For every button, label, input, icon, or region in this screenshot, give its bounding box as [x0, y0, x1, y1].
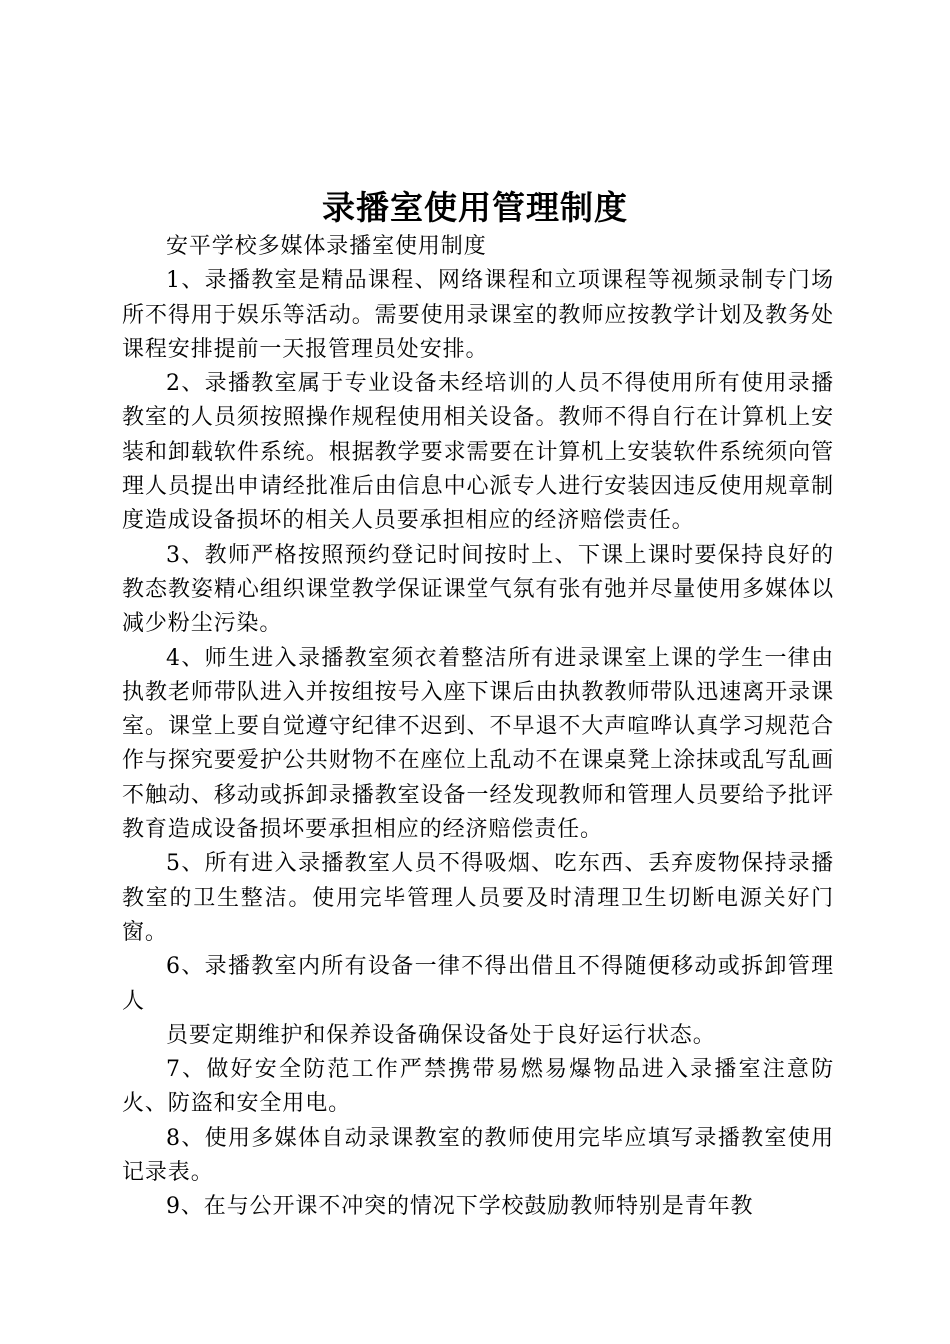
paragraph-rule-6-continued: 员要定期维护和保养设备确保设备处于良好运行状态。	[166, 1022, 716, 1048]
document-title: 录播室使用管理制度	[322, 188, 628, 227]
document-body	[122, 230, 834, 1225]
paragraph-subtitle: 安平学校多媒体录播室使用制度	[166, 234, 487, 259]
paragraph-rule-6: 6、录播教室内所有设备一律不得出借且不得随便移动或拆卸管理人	[122, 954, 834, 1014]
paragraph-rule-5: 5、所有进入录播教室人员不得吸烟、吃东西、丢弃废物保持录播教室的卫生整洁。使用完毕管理人员要及时清理卫生切断电源关好门窗。	[122, 851, 834, 945]
paragraph-rule-3: 3、教师严格按照预约登记时间按时上、下课上课时要保持良好的教态教姿精心组织课堂教学保证课堂气氛有张有弛并尽量使用多媒体以减少粉尘污染。	[122, 542, 834, 637]
paragraph-rule-8: 8、使用多媒体自动录课教室的教师使用完毕应填写录播教室使用记录表。	[122, 1125, 834, 1186]
paragraph-rule-1: 1、录播教室是精品课程、网络课程和立项课程等视频录制专门场所不得用于娱乐等活动。需要使用录课室的教师应按教学计划及教务处课程安排提前一天报管理员处安排。	[122, 268, 834, 362]
paragraph-rule-4: 4、师生进入录播教室须衣着整洁所有进录课室上课的学生一律由执教老师带队进入并按组按号入座下课后由执教教师带队迅速离开录课室。课堂上要自觉遵守纪律不迟到、不早退不大声喧哗认真学习规范合作与探究要爱护公共财物不在座位上乱动不在课桌凳上涂抹或乱写乱画不触动、移动或拆卸录播教室设备一经发现教师和管理人员要给予批评教育造成设备损坏要承担相应的经济赔偿责任。	[122, 645, 834, 843]
paragraph-rule-9: 9、在与公开课不冲突的情况下学校鼓励教师特别是青年教	[166, 1194, 754, 1220]
paragraph-rule-2: 2、录播教室属于专业设备未经培训的人员不得使用所有使用录播教室的人员须按照操作规程使用相关设备。教师不得自行在计算机上安装和卸载软件系统。根据教学要求需要在计算机上安装软件系统须向管理人员提出申请经批准后由信息中心派专人进行安装因违反使用规章制度造成设备损坏的相关人员要承担相应的经济赔偿责任。	[122, 371, 834, 534]
paragraph-rule-7: 7、做好安全防范工作严禁携带易燃易爆物品进入录播室注意防火、防盗和安全用电。	[122, 1057, 834, 1117]
